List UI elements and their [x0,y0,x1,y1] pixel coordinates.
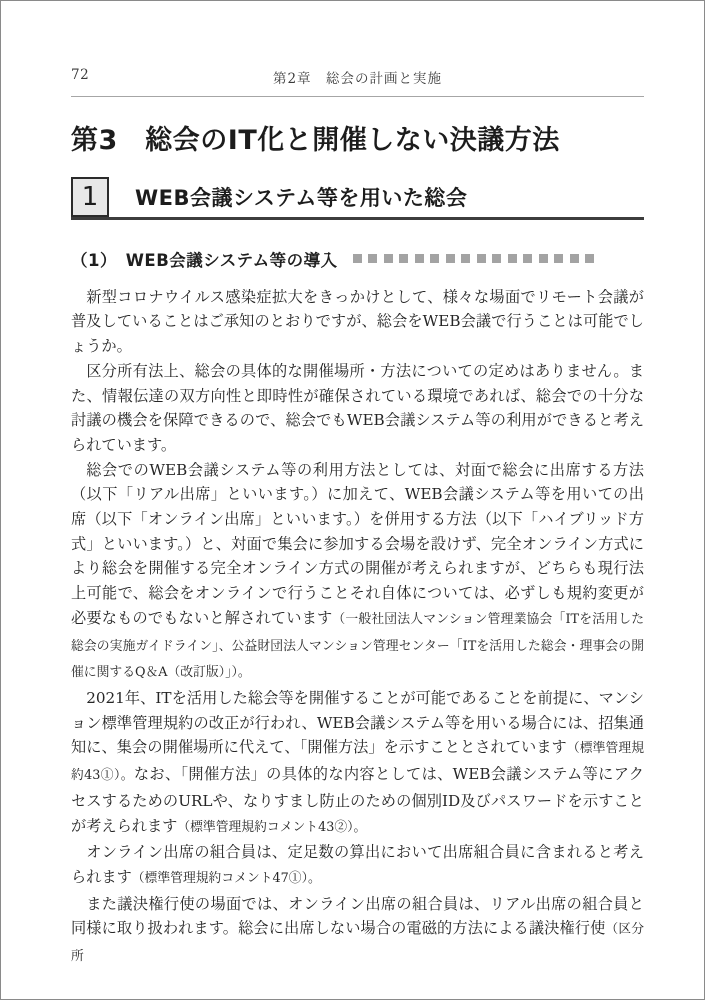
decor-square-icon [554,254,563,263]
squares-decoration [353,254,595,263]
text-run: 新型コロナウイルス感染症拡大をきっかけとして、様々な場面でリモート会議が普及していることはご承知のとおりですが、総会をWEB会議で行うことは可能でしょうか。 [71,287,644,356]
body-text [71,285,644,970]
body-paragraph [71,285,644,359]
page-number: 72 [71,67,90,83]
decor-square-icon [415,254,424,263]
running-header-chapter: 第2章 総会の計画と実施 [272,71,443,87]
decor-square-icon [384,254,393,263]
text-run: （標準管理規約43①）。 [71,741,644,784]
numbered-heading [71,177,644,220]
body-paragraph [71,892,644,970]
decor-square-icon [477,254,486,263]
decor-square-icon [430,254,439,263]
text-run: （一般社団法人マンション管理業協会「ITを活用した総会の実施ガイドライン」、公益財団法人マンション管理センター「ITを活用した総会・理事会の開催に関するQ＆A（改訂版）」）。 [71,611,645,681]
body-paragraph [71,840,644,891]
decor-square-icon [353,254,362,263]
text-run: 区分所有法上、総会の具体的な開催場所・方法についての定めはありません。また、情報伝達の双方向性と即時性が確保されている環境であれば、総会での十分な討議の機会を保障できるので、総会でもWEB会議システム等の利用ができると考えられています。 [71,361,644,454]
section-number: 1 [81,181,99,212]
body-paragraph [71,359,644,458]
decor-square-icon [446,254,455,263]
decor-square-icon [539,254,548,263]
running-head [71,65,644,85]
decor-square-icon [585,254,594,263]
text-run: また議決権行使の場面では、オンライン出席の組合員は、リアル出席の組合員と同様に取り扱われます。総会に出席しない場合の電磁的方法による議決権行使 [71,894,644,938]
text-run: （標準管理規約コメント43②）。 [177,819,367,835]
decor-square-icon [523,254,532,263]
decor-square-icon [368,254,377,263]
text-run: （標準管理規約コメント47①）。 [131,870,321,886]
text-run: オンライン出席の組合員は、定足数の算出において出席組合員に含まれると考えられます [71,843,644,886]
body-paragraph [71,458,644,686]
subsection-title: （1） WEB会議システム等の導入 [71,250,338,270]
decor-square-icon [492,254,501,263]
text-run: 総会でのWEB会議システム等の利用方法としては、対面で総会に出席する方法（以下「リアル出席」といいます。）に加えて、WEB会議システム等を用いての出席（以下「オンライン出席」といいます。）を併用する方法（以下「ハイブリッド方式」といいます。）と、対面で集会に参加する会場を設けず、完全オンライン方式により総会を開催する完全オンライン方式の開催が考えられますが、どちらも現行法上可能で、総会をオンラインで行うことそれ自体については、必ずしも規約変更が必要なものでもないと解されています [71,460,644,627]
section-number-box [71,177,109,217]
numbered-heading-title: WEB会議システム等を用いた総会 [135,185,468,210]
header-rule [71,96,644,97]
section-title: 第3 総会のIT化と開催しない決議方法 [71,125,560,156]
text-run: 2021年、ITを活用した総会等を開催することが可能であることを前提に、マンション標準管理規約の改正が行われ、WEB会議システム等を用いる場合には、招集通知に、集会の開催場所に代えて、「開催方法」を示すこととされています [71,689,644,757]
subsection-heading [71,249,644,269]
text-run: なお、「開催方法」の具体的な内容としては、WEB会議システム等にアクセスするためのURLや、なりすまし防止のための個別ID及びパスワードを示すことが考えられます [71,765,644,835]
body-paragraph [71,686,644,840]
decor-square-icon [461,254,470,263]
decor-square-icon [508,254,517,263]
text-run: （区分所 [71,922,644,965]
decor-square-icon [399,254,408,263]
decor-square-icon [570,254,579,263]
